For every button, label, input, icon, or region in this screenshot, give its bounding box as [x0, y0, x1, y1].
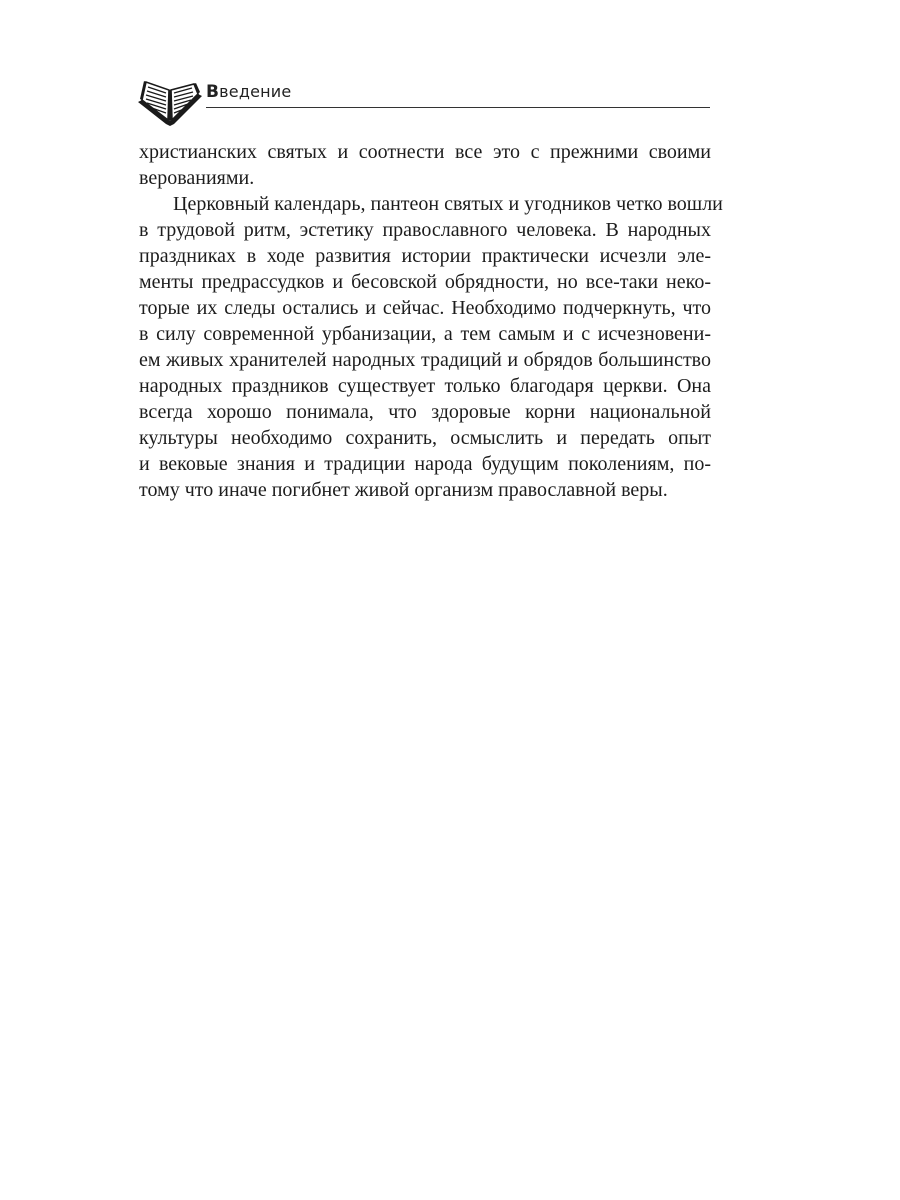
- text-line: верованиями.: [139, 167, 255, 189]
- text-line: в трудовой ритм, эстетику православного человека. В народных: [139, 219, 711, 241]
- text-line: праздниках в ходе развития истории практически исчезли эле-: [139, 245, 711, 267]
- body-text: [139, 139, 723, 503]
- text-line: и вековые знания и традиции народа будущим поколениям, по-: [139, 453, 711, 475]
- text-line: торые их следы остались и сейчас. Необходимо подчеркнуть, что: [139, 297, 711, 319]
- paragraph: [139, 191, 723, 503]
- header-rule: [206, 107, 710, 108]
- section-title-initial: В: [206, 82, 220, 102]
- open-book-icon: [136, 80, 204, 130]
- text-line: христианских святых и соотнести все это с прежними своими: [139, 141, 711, 163]
- running-header: [136, 76, 710, 132]
- text-line: в силу современной урбанизации, а тем самым и с исчезновени-: [139, 323, 711, 345]
- text-line: культуры необходимо сохранить, осмыслить и передать опыт: [139, 427, 711, 449]
- paragraph: [139, 139, 711, 191]
- text-line: тому что иначе погибнет живой организм православной веры.: [139, 479, 668, 501]
- section-title-rest: ведение: [219, 82, 292, 101]
- text-line: народных праздников существует только благодаря церкви. Она: [139, 375, 711, 397]
- text-line: ем живых хранителей народных традиций и обрядов большинство: [139, 349, 711, 371]
- text-line: менты предрассудков и бесовской обрядности, но все-таки неко-: [139, 271, 711, 293]
- text-line: Церковный календарь, пантеон святых и угодников четко вошли: [173, 193, 723, 215]
- text-line: всегда хорошо понимала, что здоровые корни национальной: [139, 401, 711, 423]
- section-title: [206, 82, 291, 102]
